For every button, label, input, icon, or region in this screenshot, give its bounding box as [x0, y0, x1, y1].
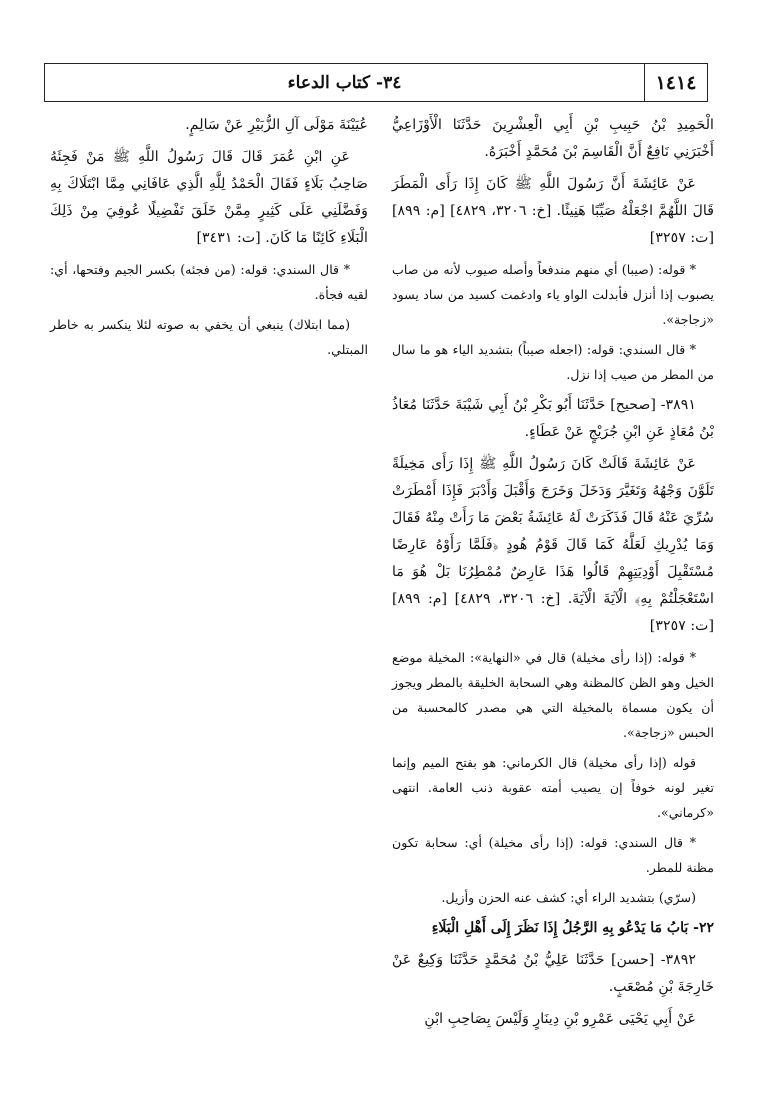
commentary-text: * قال السندي: قوله: (من فجئه) بكسر الجيم وفتحها، أي: لقيه فجأة.	[50, 262, 368, 302]
chapter-title: ٣٤- كتاب الدعاء	[287, 72, 402, 93]
left-text-column	[50, 112, 368, 367]
commentary-text: (مما ابتلاك) ينبغي أن يخفي به صوته لئلا ينكسر به خاطر المبتلي.	[50, 317, 368, 357]
hadith-text: عَنْ أَبِي يَحْيَى عَمْرِو بْنِ دِينَارٍ وَلَيْسَ بِصَاحِبِ ابْنِ	[424, 1011, 696, 1027]
hadith-text: ٣٨٩٢- [حسن] حَدَّثَنَا عَلِيُّ بْنُ مُحَمَّدٍ حَدَّثَنَا وَكِيعٌ عَنْ خَارِجَةَ بْنِ مُصْعَبٍ.	[392, 952, 714, 995]
right-text-column	[392, 112, 714, 1038]
hadith-text: ٣٨٩١- [صحيح] حَدَّثَنَا أَبُو بَكْرِ بْنُ أَبِي شَيْبَةَ حَدَّثَنَا مُعَاذُ بْنُ مُعَاذٍ عَنِ ابْنِ جُرَيْجٍ عَنْ عَطَاءٍ.	[392, 397, 714, 440]
hadith-text: عَنِ ابْنِ عُمَرَ قَالَ قَالَ رَسُولُ اللَّهِ ﷺ مَنْ فَجِئَهُ صَاحِبُ بَلَاءٍ فَقَالَ الْحَمْدُ لِلَّهِ الَّذِي عَافَانِي مِمَّا ابْتَلَاكَ بِهِ وَفَضَّلَنِي عَلَى كَثِيرٍ مِمَّنْ خَلَقَ تَفْضِيلًا عُوفِيَ مِنْ ذَلِكَ الْبَلَاءِ كَائِنًا مَا كَانَ. [ت: ٣٤٣١]	[50, 149, 368, 246]
hadith-text: عَنْ عَائِشَةَ قَالَتْ كَانَ رَسُولُ اللَّهِ ﷺ إِذَا رَأَى مَخِيلَةً تَلَوَّنَ وَجْهُهُ وَتَغَيَّرَ وَدَخَلَ وَخَرَجَ وَأَقْبَلَ وَأَدْبَرَ فَإِذَا أَمْطَرَتْ سُرِّيَ عَنْهُ قَالَ فَذَكَرَتْ لَهُ عَائِشَةُ بَعْضَ مَا رَأَتْ مِنْهُ فَقَالَ وَمَا يُدْرِيكِ لَعَلَّهُ كَمَا قَالَ قَوْمُ هُودٍ ﴿فَلَمَّا رَأَوْهُ عَارِضًا مُسْتَقْبِلَ أَوْدِيَتِهِمْ قَالُوا هَذَا عَارِضٌ مُمْطِرُنَا بَلْ هُوَ مَا اسْتَعْجَلْتُمْ بِهِ﴾ الْآيَةَ الْآيَةَ. [خ: ٣٢٠٦، ٤٨٢٩] [م: ٨٩٩] [ت: ٣٢٥٧]	[392, 456, 715, 634]
page-number: ١٤١٤	[644, 64, 707, 101]
commentary-text: (سرّي) بتشديد الراء أي: كشف عنه الحزن وأزيل.	[441, 890, 696, 905]
hadith-text: عُيَيْنَةَ مَوْلَى آلِ الزُّبَيْرِ عَنْ سَالِمٍ.	[185, 117, 368, 133]
commentary-text: * قوله: (إذا رأى مخيلة) قال في «النهاية»: المخيلة موضع الخيل وهو الظن كالمظنة وهي السحابة الخليقة بالمطر ويجوز أن يكون مسماة بالمخيلة التي هي مصدر كالمحسبة من الحبس «زجاجة».	[392, 650, 714, 740]
commentary-text: * قال السندي: قوله: (إذا رأى مخيلة) أي: سحابة تكون مظنة للمطر.	[392, 835, 714, 875]
commentary-text: * قال السندي: قوله: (اجعله صيباً) بتشديد الياء هو ما سال من المطر من صيب إذا نزل.	[392, 342, 714, 382]
commentary-text: * قوله: (صيبا) أي منهم مندفعاً وأصله صيوب لأنه من صاب يصبوب إذا أنزل فأبدلت الواو ياء وادغمت كسيد من ساد يسود «زجاجة».	[392, 262, 714, 327]
hadith-text: الْحَمِيدِ بْنُ حَبِيبِ بْنِ أَبِي الْعِشْرِينَ حَدَّثَنَا الْأَوْزَاعِيُّ أَخْبَرَنِي نَافِعٌ أَنَّ الْقَاسِمَ بْنَ مُحَمَّدٍ أَخْبَرَهُ.	[392, 117, 714, 160]
hadith-text: عَنْ عَائِشَةَ أَنَّ رَسُولَ اللَّهِ ﷺ كَانَ إِذَا رَأَى الْمَطَرَ قَالَ اللَّهُمَّ اجْعَلْهُ صَيِّبًا هَنِيئًا. [خ: ٣٢٠٦، ٤٨٢٩] [م: ٨٩٩] [ت: ٣٢٥٧]	[392, 176, 714, 246]
commentary-text: قوله (إذا رأى مخيلة) قال الكرماني: هو بفتح الميم وإنما تغير لونه خوفاً إن يصيب أمته عقوبة ذنب العامة. انتهى «كرماني».	[392, 755, 714, 820]
chapter-heading: ٢٢- بَابُ مَا يَدْعُو بِهِ الرَّجُلُ إِذَا نَظَرَ إِلَى أَهْلِ الْبَلَاءِ	[431, 920, 714, 936]
page-header	[44, 63, 708, 102]
